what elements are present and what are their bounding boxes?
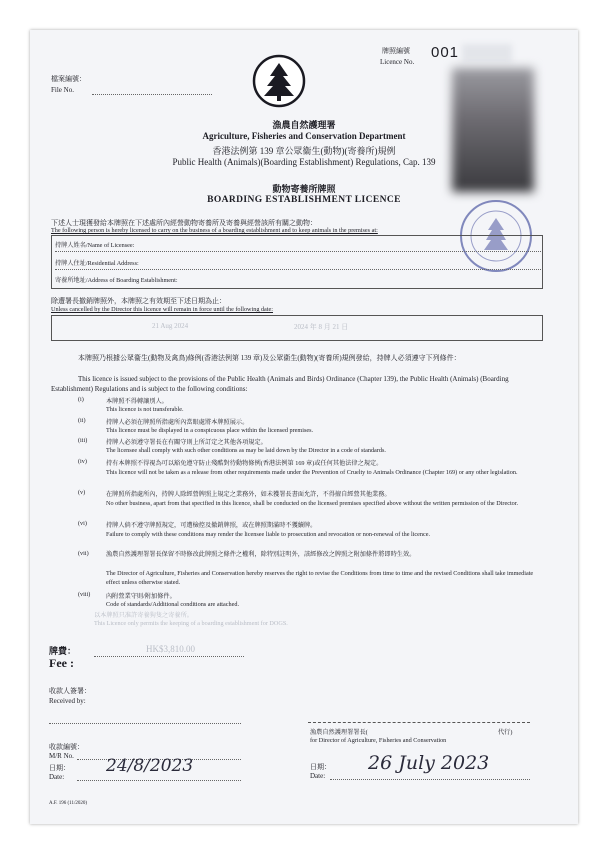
licence-title-cn: 動物寄養所牌照 [272,184,336,194]
condition-en: This licence is not transferable. [106,406,184,413]
condition-cn: 在牌照所指處所內，持牌人除經營牌照上規定之業務外，如未獲署長書面允許，不得擅自經營其他業務。 [106,491,391,498]
department-name-cn: 漁農自然護理署 [272,120,336,130]
condition-cn: 漁農自然護理署署長保留不時修改此牌照之條件之權利，除特別註明外，該經修改之牌照之附加條件將即時生效。 [106,551,416,558]
licensee-intro-en: The following person is hereby licensed to carry on the business of a boarding establishment and to keep animals in the premises at: [51,227,378,234]
form-code: A.F. 196 (11/2020) [49,801,88,806]
dogs-only-note-cn: 以本牌照只准許寄養狗隻之寄養所。 [94,612,193,619]
afcd-tree-logo [252,54,306,108]
fee-line [94,656,244,657]
receipt-date-handwritten: 24/8/2023 [106,756,194,776]
expiry-date-box [51,315,543,341]
mr-label-en: M/R No. [49,752,74,760]
condition-num: (vii) [78,550,89,557]
fee-label-en: Fee : [49,656,74,670]
condition-num: (ii) [78,417,86,424]
receipt-date-label-cn: 日期： [49,764,70,772]
condition-en: This licence must be displayed in a conspicuous place within the licensed premises. [106,427,314,434]
director-label-cn: 漁農自然護理署署長( [310,729,368,736]
conditions-intro-cn: 本牌照乃根據公眾衞生(動物及禽鳥)條例(香港法例第 139 章)及公眾衞生(動物)(寄養所)規例發給，持牌人必須遵守下列條件： [78,354,461,362]
condition-en: Code of standards/Additional conditions are attached. [106,601,239,608]
director-label-cn-end: 代行) [498,729,513,736]
fee-label-cn: 牌費： [49,646,77,656]
condition-num: (i) [78,396,84,403]
received-by-label-cn: 收款人簽署： [49,687,91,695]
condition-num: (vi) [78,520,87,527]
condition-num: (v) [78,489,86,496]
issue-date-label-cn: 日期： [310,763,331,771]
licensee-name-line [55,251,541,252]
licensee-details-box [51,235,543,289]
validity-text-cn: 除遭署長撤銷牌照外，本牌照之有效期至下述日期為止： [51,297,226,305]
licensee-address-line [55,269,541,270]
condition-num: (iii) [78,437,88,444]
condition-en: This licence will not be taken as a release from other requirements made under the Prevention of Cruelty to Animals Ordinance (Chapter 169) or any other legislation. [106,469,518,476]
condition-cn: 持牌人必須遵守署長在有關守則上所訂定之其他各項規定。 [106,439,267,446]
establishment-address-label: 寄養所地址/Address of Boarding Establishment: [55,277,178,284]
licence-no-label-cn: 牌照編號 [382,47,410,55]
condition-cn: 持牌人必須在牌照所指處所內當眼處將本牌照展示。 [106,419,249,426]
licence-document [30,30,578,824]
dogs-only-note-en: This Licence only permits the keeping of a boarding establishment for DOGS. [94,620,288,627]
receipt-date-label-en: Date: [49,773,65,781]
condition-num: (viii) [78,591,91,598]
licensee-address-label: 持牌人住址/Residential Address: [55,260,139,267]
licensee-intro-cn: 下述人士現獲發給本牌照在下述處所內經營動物寄養所及寄養與經營該所有關之動物： [51,219,317,227]
condition-cn: 持牌人倘不遵守牌照規定，可遭檢控及撤銷牌照，或在牌照期滿時不獲續牌。 [106,522,317,529]
conditions-intro-en: This licence is issued subject to the provisions of the Public Health (Animals and Birds) Ordinance (Chapter 139), the Public Health (Animals) (Boarding Establishment) Regulations and is subject to the following conditions: [51,375,509,393]
file-no-label-en: File No. [51,86,74,94]
licensee-name-label: 持牌人姓名/Name of Licensee: [55,242,135,249]
validity-text-en: Unless cancelled by the Director this licence will remain in force until the following date: [51,306,273,313]
issue-date-label-en: Date: [310,772,326,780]
department-name-en: Agriculture, Fisheries and Conservation Department [202,131,406,141]
regulation-cn: 香港法例第 139 章公眾衞生(動物)(寄養所)規例 [212,146,396,156]
issue-date-line [330,779,530,780]
licence-title-en: BOARDING ESTABLISHMENT LICENCE [207,195,401,205]
receipt-date-line [77,780,241,781]
mr-label-cn: 收款編號： [49,743,84,751]
fee-value: HK$3,810.00 [146,644,195,654]
condition-cn: 持有本牌照不得視為可以豁免遵守防止殘酷對待動物條例(香港法例第 169 章)或任何其他法律之規定。 [106,460,383,467]
expiry-date-en: 21 Aug 2024 [152,322,189,330]
received-by-label-en: Received by: [49,697,86,705]
expiry-date-cn: 2024 年 8 月 21 日 [294,323,349,331]
regulation-en: Public Health (Animals)(Boarding Establishment) Regulations, Cap. 139 [172,157,436,167]
licence-no-value: 001 [431,44,460,61]
condition-en: No other business, apart from that specified in this licence, shall be conducted on the licensed premises specified above without the written permission of the Director. [106,500,519,507]
issue-date-handwritten: 26 July 2023 [368,752,490,774]
condition-num: (iv) [78,458,87,465]
received-by-line [49,723,241,724]
condition-en: Failure to comply with these conditions may render the licensee liable to prosecution and revocation or non-renewal of the licence. [106,531,431,538]
file-no-line [92,94,212,95]
director-label-en: for Director of Agriculture, Fisheries and Conservation [310,737,447,744]
signature-line [308,722,530,723]
file-no-label-cn: 檔案編號： [51,75,86,83]
condition-cn: 本牌照不得轉讓別人。 [106,398,168,405]
condition-cn: 內附營業守則/附加條件。 [106,593,176,600]
redacted-licence-digits [462,44,512,62]
condition-en: The Director of Agriculture, Fisheries and Conservation hereby reserves the right to revise the Conditions from time to time and the revised Conditions shall take immediate effect unless otherwise stated. [106,570,534,586]
licence-no-label-en: Licence No. [380,58,415,66]
condition-en: The licensee shall comply with such other conditions as may be laid down by the Director in a code of standards. [106,447,386,454]
